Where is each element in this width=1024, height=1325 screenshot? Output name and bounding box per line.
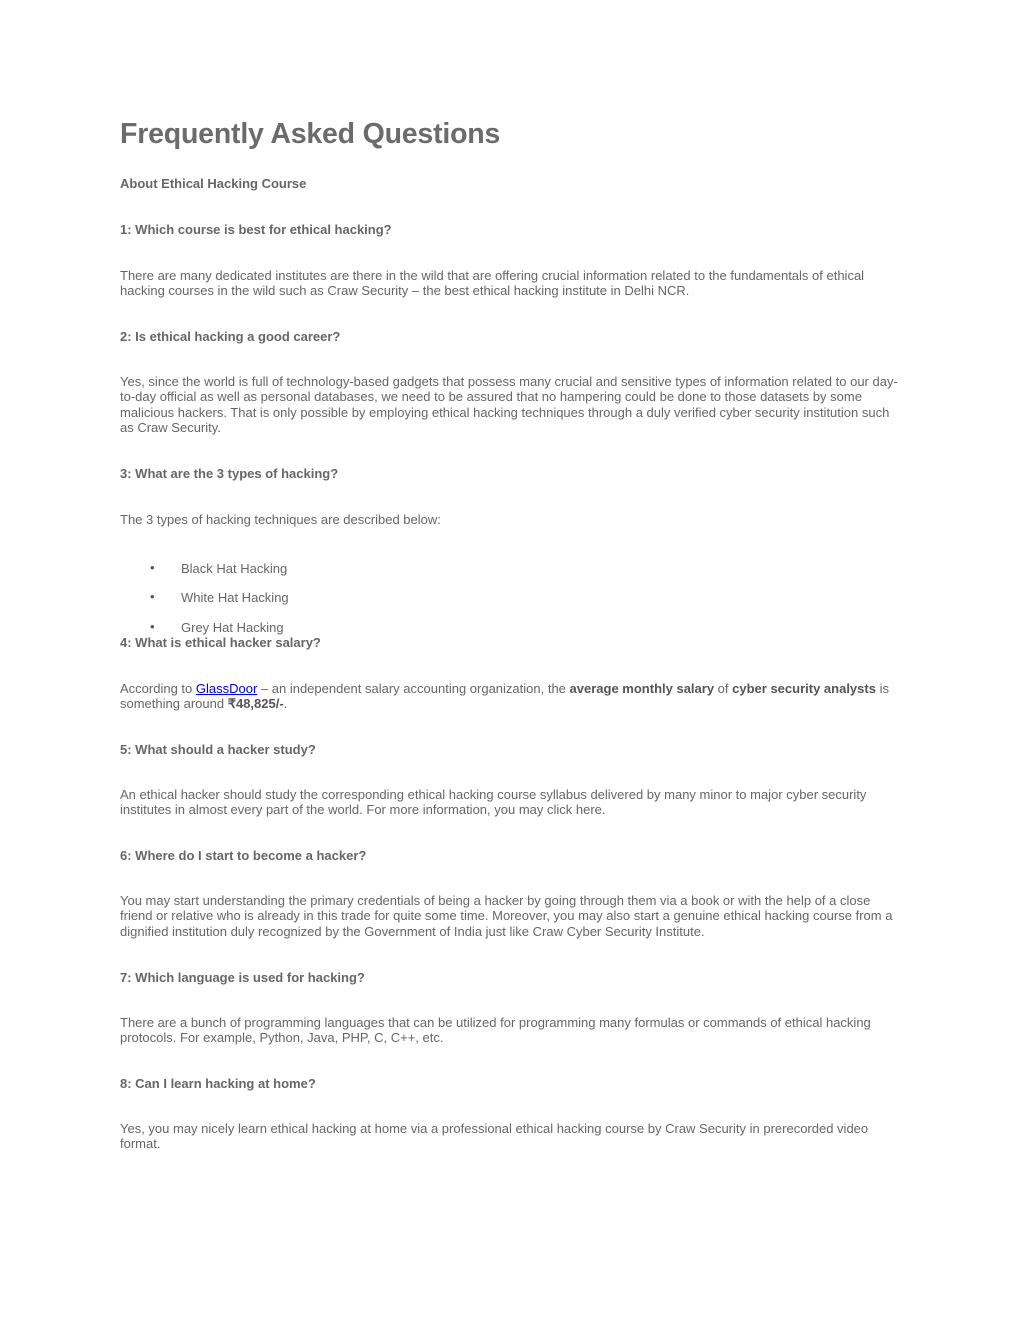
salary-value: ₹48,825/- [227, 696, 284, 712]
faq-question-4: 4: What is ethical hacker salary? [120, 635, 321, 650]
bullet-icon: • [150, 589, 155, 604]
answer-text: – an independent salary accounting organization, the [257, 681, 570, 696]
faq-question-6: 6: Where do I start to become a hacker? [120, 848, 367, 863]
faq-question-3: 3: What are the 3 types of hacking? [120, 466, 339, 481]
bullet-icon: • [150, 619, 155, 634]
answer-text: According to [120, 681, 196, 696]
page-title: Frequently Asked Questions [120, 118, 501, 150]
faq-answer-8: Yes, you may nicely learn ethical hacking at home via a professional ethical hacking course by Craw Security in prerecorded video format. [120, 1121, 869, 1152]
faq-answer-5: An ethical hacker should study the corresponding ethical hacking course syllabus delivered by many minor to major cyber security institutes in almost every part of the world. For more information, you may click here. [120, 787, 867, 818]
glassdoor-link[interactable]: GlassDoor [195, 681, 258, 696]
answer-text: is something around [120, 681, 889, 712]
answer-text: . [283, 696, 288, 712]
faq-answer-6: You may start understanding the primary credentials of being a hacker by going through them via a book or with the help of a close friend or relative who is already in this trade for quite some time. Moreover, you may also start a genuine ethical hacking course from a dignified institution duly recognized by the Government of India just like Craw Cyber Security Institute. [120, 893, 893, 939]
faq-question-2: 2: Is ethical hacking a good career? [120, 329, 341, 344]
list-item-label: Black Hat Hacking [181, 561, 288, 576]
faq-question-8: 8: Can I learn hacking at home? [120, 1076, 316, 1091]
faq-answer-4 [120, 681, 905, 712]
faq-question-7: 7: Which language is used for hacking? [120, 970, 365, 985]
list-item-label: White Hat Hacking [181, 590, 289, 605]
section-subtitle: About Ethical Hacking Course [120, 176, 307, 191]
faq-answer-1: There are many dedicated institutes are there in the wild that are offering crucial information related to the fundamentals of ethical hacking courses in the wild such as Craw Security – the best ethical hacking institute in Delhi NCR. [120, 268, 865, 299]
list-item-label: Grey Hat Hacking [181, 620, 284, 635]
faq-answer-7: There are a bunch of programming languages that can be utilized for programming many formulas or commands of ethical hacking protocols. For example, Python, Java, PHP, C, C++, etc. [120, 1015, 871, 1046]
faq-question-5: 5: What should a hacker study? [120, 742, 316, 757]
answer-emphasis: average monthly salary [569, 681, 715, 696]
answer-emphasis: cyber security analysts [732, 681, 876, 696]
bullet-icon: • [150, 560, 155, 575]
faq-question-1: 1: Which course is best for ethical hacking? [120, 222, 392, 237]
faq-answer-2: Yes, since the world is full of technology-based gadgets that possess many crucial and sensitive types of information related to our day-to-day official as well as personal databases, we need to be assured that no hampering could be done to those datasets by some malicious hackers. That is only possible by employing ethical hacking techniques through a duly verified cyber security institution such as Craw Security. [120, 374, 898, 436]
answer-text: of [714, 681, 733, 696]
faq-answer-3: The 3 types of hacking techniques are described below: [120, 512, 441, 527]
